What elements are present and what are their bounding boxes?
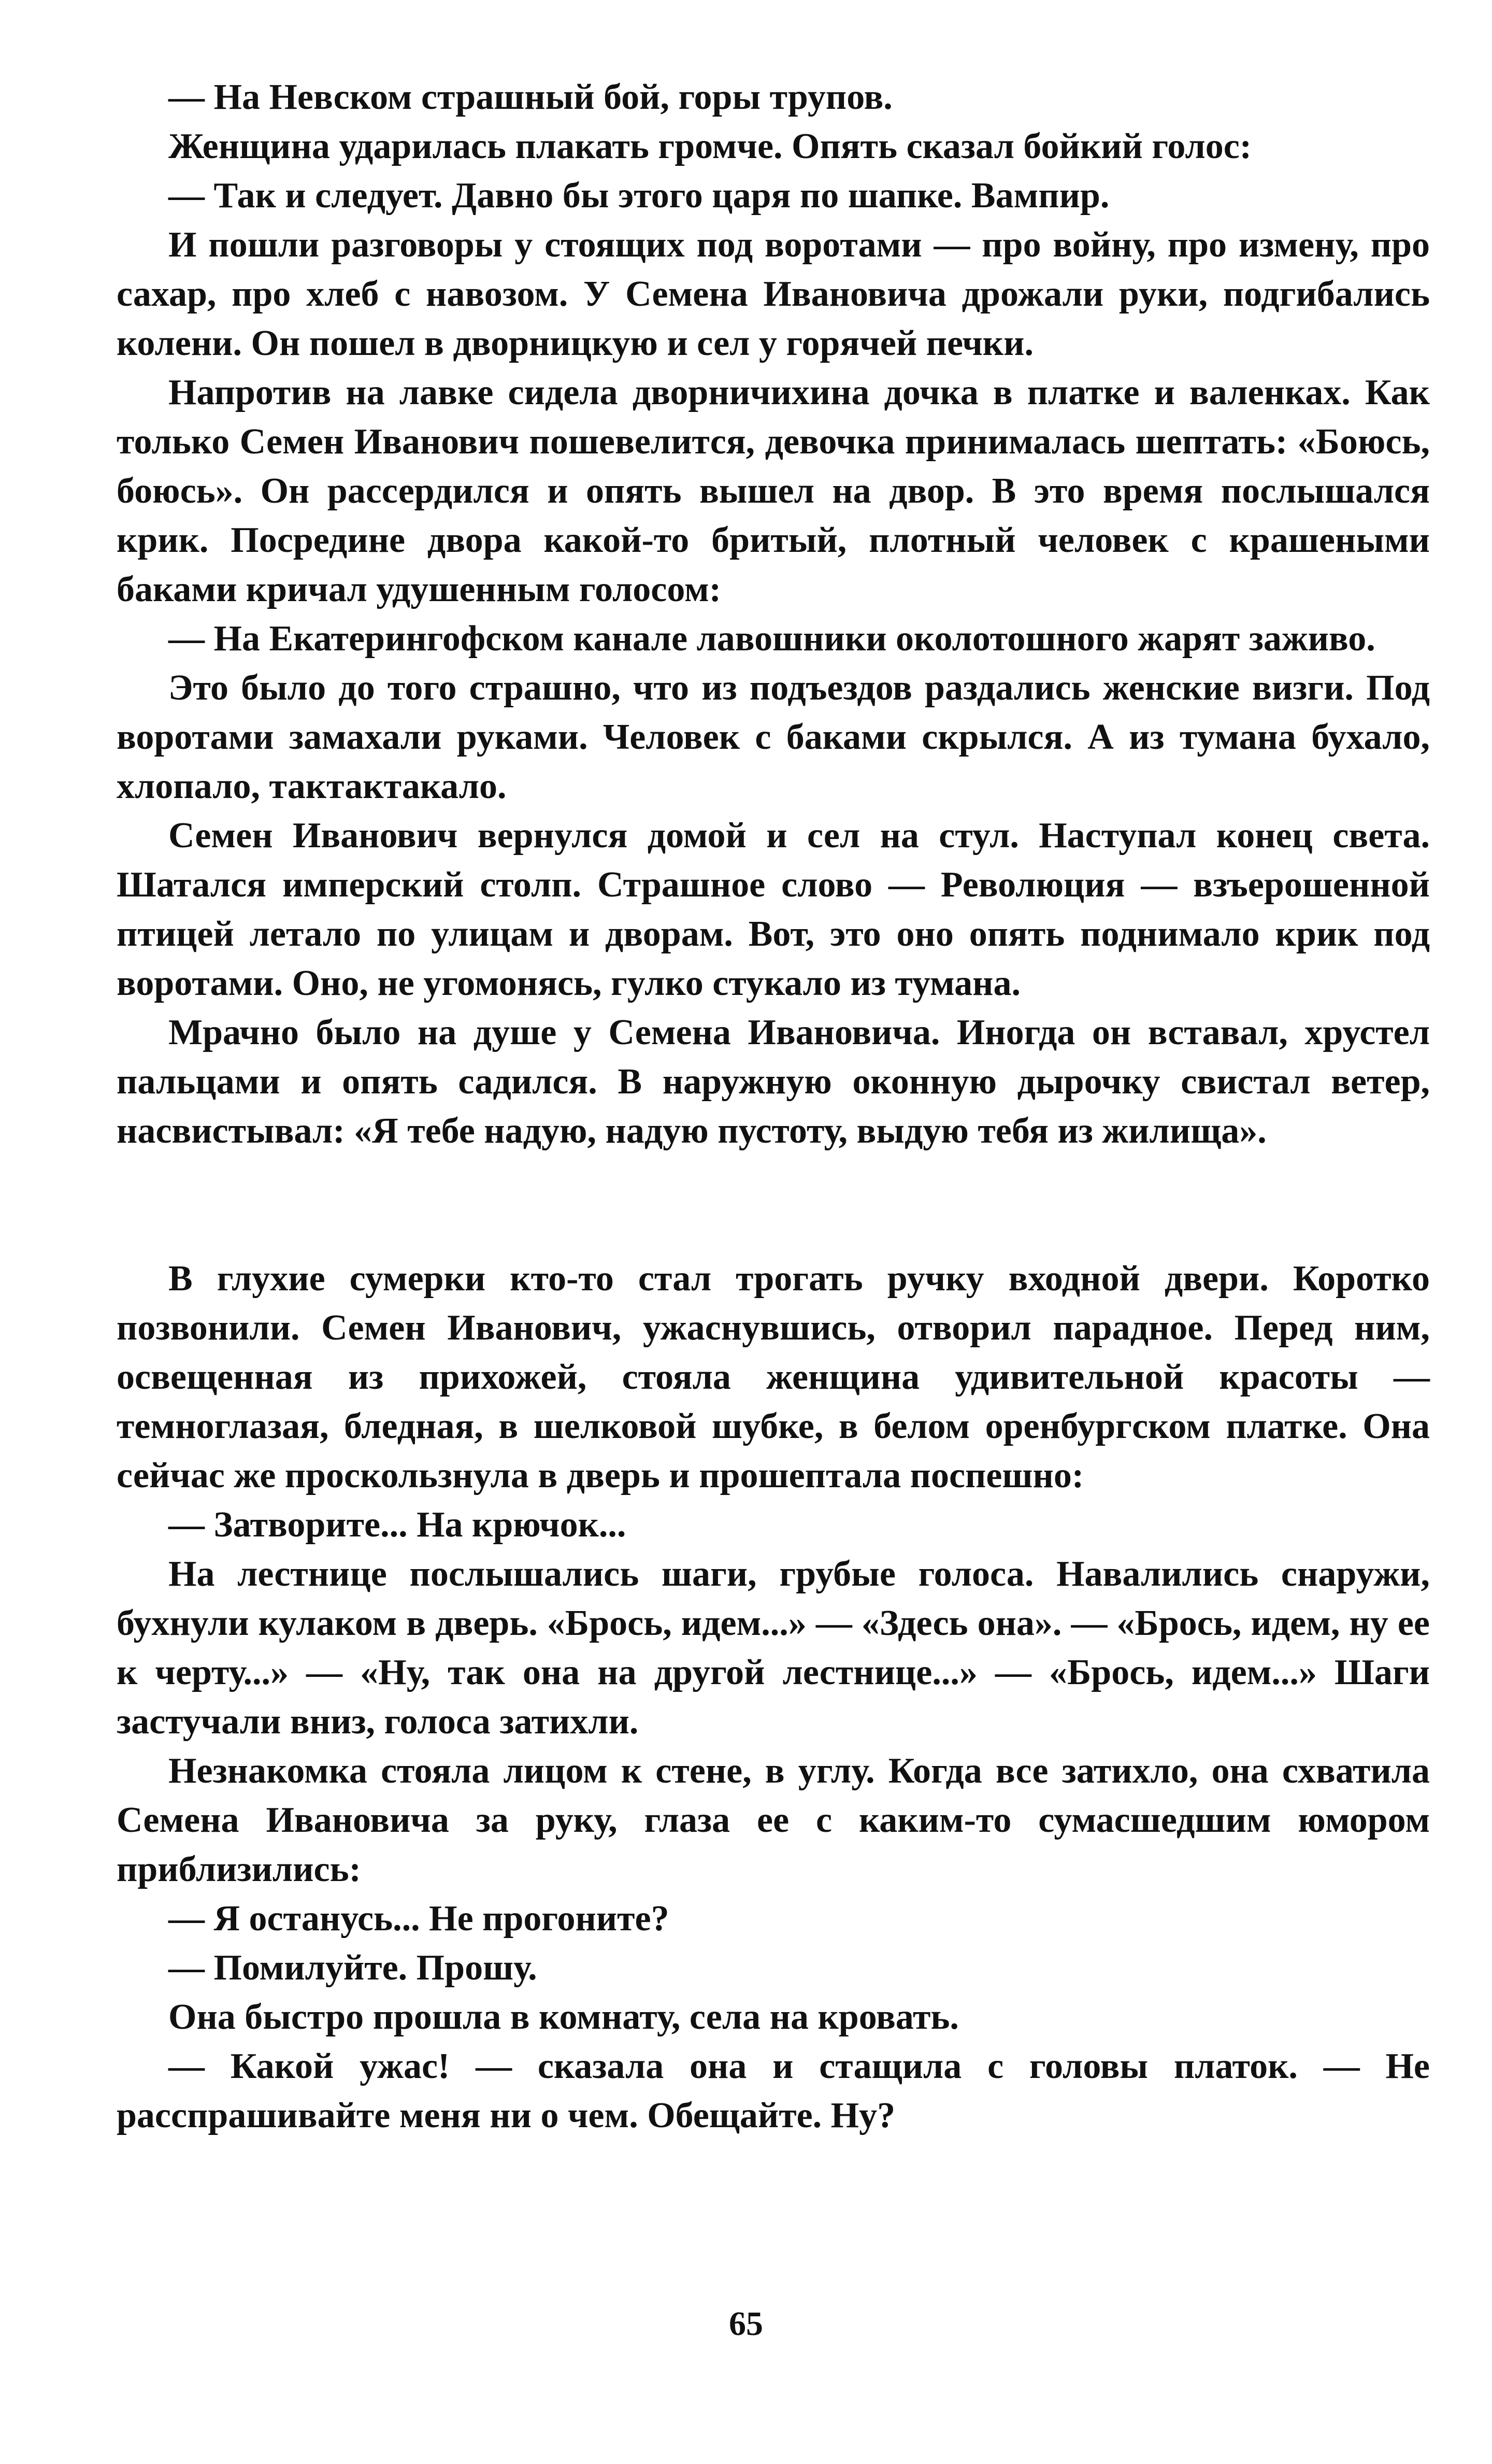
paragraph: — На Екатерингофском канале лавошники околотошного жарят заживо.	[168, 619, 1375, 659]
paragraph: Незнакомка стояла лицом к стене, в углу. Когда все затихло, она схватила Семена Ивановича за руку, глаза ее с каким-то сумасшедшим юмором приблизились:	[117, 1751, 1430, 1889]
paragraph: — На Невском страшный бой, горы трупов.	[168, 77, 893, 117]
paragraph: И пошли разговоры у стоящих под воротами — про войну, про измену, про сахар, про хлеб с навозом. У Семена Ивановича дрожали руки, подгибались колени. Он пошел в дворницкую и сел у горячей печки.	[117, 225, 1430, 363]
paragraph: — Так и следует. Давно бы этого царя по шапке. Вампир.	[168, 176, 1110, 216]
paragraph: Мрачно было на душе у Семена Ивановича. Иногда он вставал, хрустел пальцами и опять садился. В наружную оконную дырочку свистал ветер, насвистывал: «Я тебе надую, надую пустоту, выдую тебя из жилища».	[117, 1013, 1430, 1151]
section-break	[117, 1156, 1430, 1254]
paragraph: На лестнице послышались шаги, грубые голоса. Навалились снаружи, бухнули кулаком в дверь. «Брось, идем...» — «Здесь она». — «Брось, идем, ну ее к черту...» — «Ну, так она на другой лестнице...» — «Брось, идем...» Шаги застучали вниз, голоса затихли.	[117, 1554, 1430, 1742]
paragraph: — Какой ужас! — сказала она и стащила с головы платок. — Не расспрашивайте меня ни о чем. Обещайте. Ну?	[117, 2046, 1430, 2135]
paragraph: Это было до того страшно, что из подъездов раздались женские визги. Под воротами замахали руками. Человек с баками скрылся. А из тумана бухало, хлопало, тактактакало.	[117, 668, 1430, 806]
paragraph: — Затворите... На крючок...	[168, 1505, 626, 1545]
paragraph: — Я останусь... Не прогоните?	[168, 1899, 669, 1939]
paragraph: Она быстро прошла в комнату, села на кровать.	[168, 1997, 959, 2037]
page-number: 65	[729, 2305, 763, 2343]
paragraph: Женщина ударилась плакать громче. Опять сказал бойкий голос:	[168, 126, 1252, 166]
paragraph: — Помилуйте. Прошу.	[168, 1948, 537, 1988]
paragraph: Напротив на лавке сидела дворничихина дочка в платке и валенках. Как только Семен Иванович пошевелится, девочка принималась шептать: «Боюсь, боюсь». Он рассердился и опять вышел на двор. В это время послышался крик. Посредине двора какой-то бритый, плотный человек с крашеными баками кричал удушенным голосом:	[117, 373, 1430, 609]
paragraph: В глухие сумерки кто-то стал трогать ручку входной двери. Коротко позвонили. Семен Иванович, ужаснувшись, отворил парадное. Перед ним, освещенная из прихожей, стояла женщина удивительной красоты — темноглазая, бледная, в шелковой шубке, в белом оренбургском платке. Она сейчас же проскользнула в дверь и прошептала поспешно:	[117, 1259, 1430, 1496]
page-text	[117, 73, 1430, 2140]
paragraph: Семен Иванович вернулся домой и сел на стул. Наступал конец света. Шатался имперский столп. Страшное слово — Революция — взъерошенной птицей летало по улицам и дворам. Вот, это оно опять поднимало крик под воротами. Оно, не угомонясь, гулко стукало из тумана.	[117, 816, 1430, 1003]
